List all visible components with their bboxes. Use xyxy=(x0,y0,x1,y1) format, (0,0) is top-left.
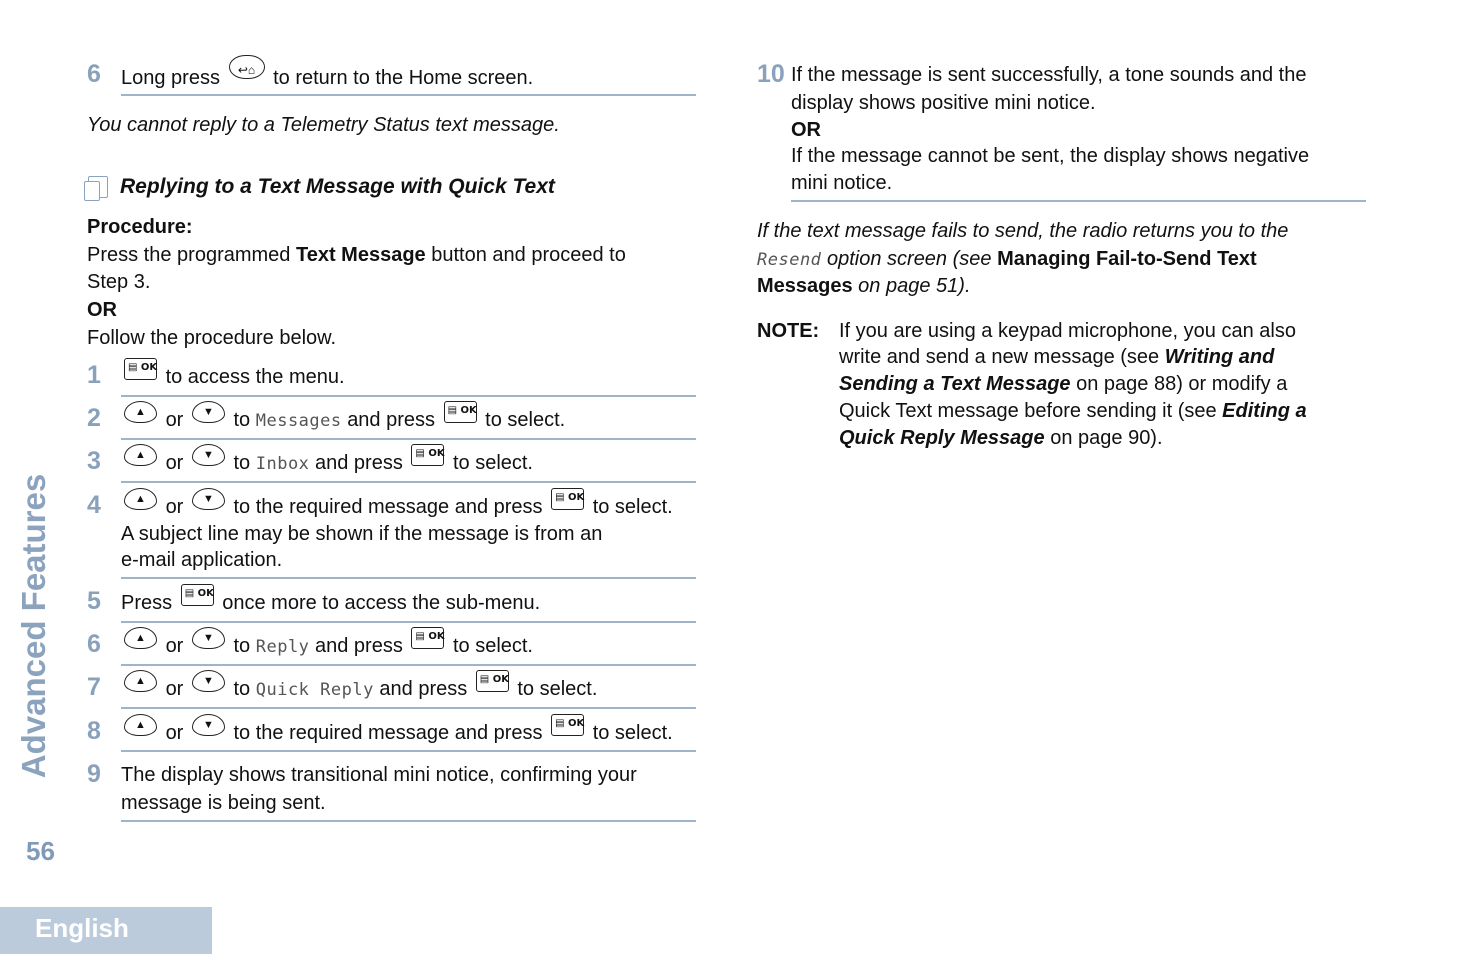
step-text: message is being sent. xyxy=(121,792,326,814)
step-text: e-mail application. xyxy=(121,549,283,571)
divider xyxy=(121,395,696,397)
fail-note: Messages on page 51). xyxy=(757,275,971,297)
step-text: Press ▤ OK once more to access the sub-menu. xyxy=(121,590,540,615)
up-navigation-button-icon: ▲ xyxy=(124,627,157,649)
up-navigation-button-icon: ▲ xyxy=(124,488,157,510)
divider xyxy=(121,481,696,483)
note-text: If you are using a keypad microphone, you can also xyxy=(839,320,1296,342)
down-navigation-button-icon: ▼ xyxy=(192,488,225,510)
menu-ok-button-icon: ▤ OK xyxy=(476,670,509,692)
step-text: ▲ or ▼ to Quick Reply and press ▤ OK to select. xyxy=(121,676,597,702)
memo-icon xyxy=(88,176,108,198)
divider xyxy=(121,820,696,822)
fail-note: Resend option screen (see Managing Fail-to-Send Text xyxy=(757,248,1257,270)
step-text: ▲ or ▼ to the required message and press ▤ OK to select. xyxy=(121,494,673,519)
note-text: Sending a Text Message on page 88) or modify a xyxy=(839,373,1288,395)
divider xyxy=(121,664,696,666)
step-text: If the message is sent successfully, a tone sounds and the xyxy=(791,64,1307,86)
divider xyxy=(121,750,696,752)
step-number: 3 xyxy=(87,447,101,475)
fail-note: If the text message fails to send, the radio returns you to the xyxy=(757,220,1289,242)
menu-ok-button-icon: ▤ OK xyxy=(551,714,584,736)
step-number: 10 xyxy=(757,60,785,88)
procedure-text: Follow the procedure below. xyxy=(87,327,337,349)
step-text: ▲ or ▼ to the required message and press ▤ OK to select. xyxy=(121,720,673,745)
step-text: If the message cannot be sent, the display shows negative xyxy=(791,145,1310,167)
up-navigation-button-icon: ▲ xyxy=(124,444,157,466)
menu-ok-button-icon: ▤ OK xyxy=(181,584,214,606)
telemetry-note: You cannot reply to a Telemetry Status text message. xyxy=(87,114,560,136)
step-number: 5 xyxy=(87,587,101,615)
up-navigation-button-icon: ▲ xyxy=(124,714,157,736)
menu-ok-button-icon: ▤ OK xyxy=(444,401,477,423)
up-navigation-button-icon: ▲ xyxy=(124,401,157,423)
screen-text: Reply xyxy=(255,637,310,657)
procedure-text: Step 3. xyxy=(87,271,151,293)
step-text: ▲ or ▼ to Inbox and press ▤ OK to select. xyxy=(121,450,533,476)
screen-text: Resend xyxy=(757,250,822,270)
down-navigation-button-icon: ▼ xyxy=(192,401,225,423)
down-navigation-button-icon: ▼ xyxy=(192,670,225,692)
or-label: OR xyxy=(791,119,821,141)
menu-ok-button-icon: ▤ OK xyxy=(411,627,444,649)
note-text: Quick Text message before sending it (see Editing a xyxy=(839,400,1307,422)
step-number: 6 xyxy=(87,60,101,88)
up-navigation-button-icon: ▲ xyxy=(124,670,157,692)
section-title: Advanced Features xyxy=(15,473,52,779)
divider xyxy=(791,200,1366,202)
down-navigation-button-icon: ▼ xyxy=(192,714,225,736)
step-text: The display shows transitional mini notice, confirming your xyxy=(121,764,637,786)
screen-text: Messages xyxy=(255,411,342,431)
section-heading: Replying to a Text Message with Quick Text xyxy=(120,175,555,198)
screen-text: Quick Reply xyxy=(255,680,374,700)
page-number: 56 xyxy=(26,836,55,866)
menu-ok-button-icon: ▤ OK xyxy=(124,358,157,380)
divider xyxy=(121,577,696,579)
language-tab: English xyxy=(0,907,212,954)
note-text: Quick Reply Message on page 90). xyxy=(839,427,1163,449)
or-label: OR xyxy=(87,299,117,321)
step-number: 9 xyxy=(87,760,101,788)
note-text: write and send a new message (see Writing and xyxy=(839,346,1275,368)
step-text: ▲ or ▼ to Messages and press ▤ OK to select. xyxy=(121,407,565,433)
step-number: 7 xyxy=(87,673,101,701)
procedure-label: Procedure: xyxy=(87,216,193,238)
procedure-text: Press the programmed Text Message button and proceed to xyxy=(87,244,626,266)
divider xyxy=(121,438,696,440)
menu-ok-button-icon: ▤ OK xyxy=(411,444,444,466)
step-text: ▲ or ▼ to Reply and press ▤ OK to select. xyxy=(121,633,533,659)
divider xyxy=(121,94,696,96)
divider xyxy=(121,707,696,709)
step-text: A subject line may be shown if the message is from an xyxy=(121,523,603,545)
step-text: Long press ↩⌂ to return to the Home screen. xyxy=(121,63,533,90)
divider xyxy=(121,621,696,623)
step-number: 4 xyxy=(87,491,101,519)
note-label: NOTE: xyxy=(757,320,820,342)
down-navigation-button-icon: ▼ xyxy=(192,627,225,649)
step-number: 1 xyxy=(87,361,101,389)
back-home-button-icon: ↩⌂ xyxy=(229,55,265,79)
step-text: mini notice. xyxy=(791,172,893,194)
menu-ok-button-icon: ▤ OK xyxy=(551,488,584,510)
step-text: display shows positive mini notice. xyxy=(791,92,1096,114)
step-text: ▤ OK to access the menu. xyxy=(121,364,345,389)
step-number: 8 xyxy=(87,717,101,745)
step-number: 6 xyxy=(87,630,101,658)
down-navigation-button-icon: ▼ xyxy=(192,444,225,466)
screen-text: Inbox xyxy=(255,454,310,474)
step-number: 2 xyxy=(87,404,101,432)
